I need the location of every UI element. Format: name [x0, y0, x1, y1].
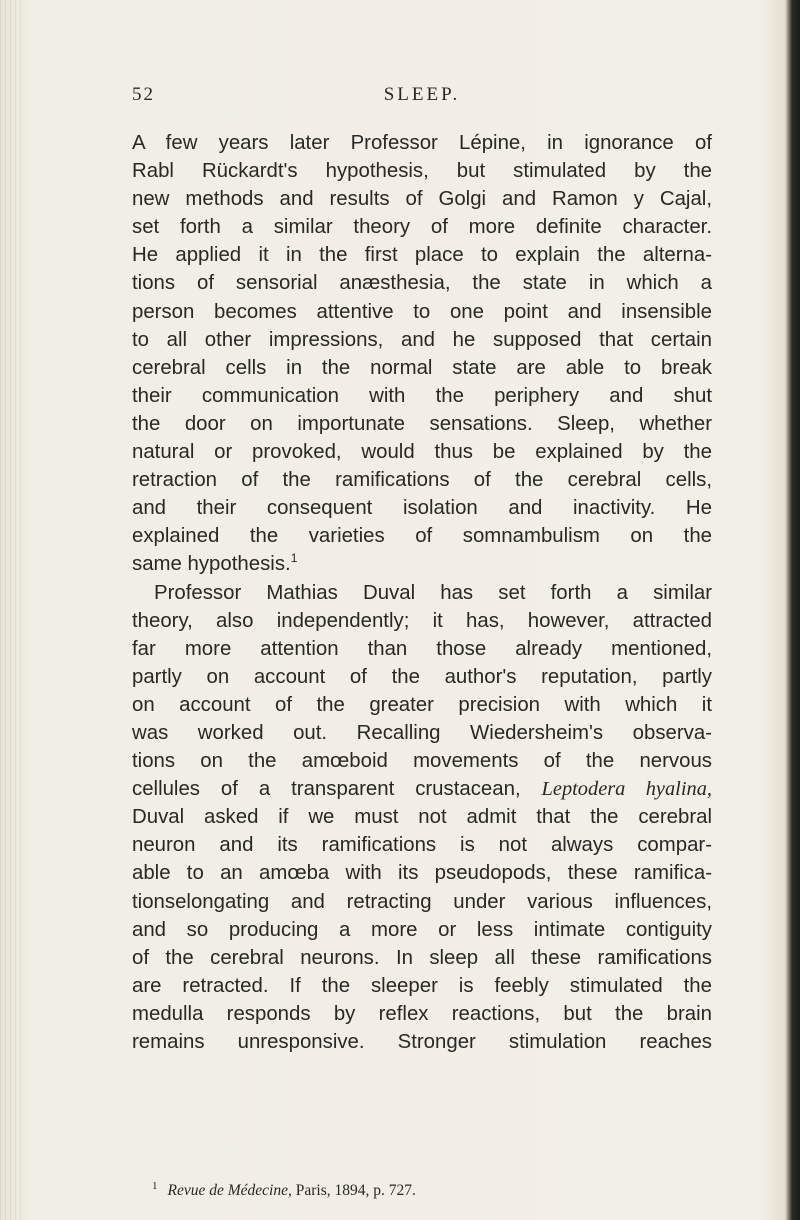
- text-line: neuron and its ramifications is not always compar-: [132, 834, 712, 857]
- footnote-reference: 1: [290, 551, 298, 566]
- text-line: partly on account of the author's reputation, partly: [132, 665, 712, 688]
- text-line: are retracted. If the sleeper is feebly stimulated the: [132, 974, 712, 997]
- text-line-content: cellules of a transparent crustacean,: [132, 778, 521, 801]
- text-line: Professor Mathias Duval has set forth a similar: [154, 581, 712, 604]
- body-text: [132, 129, 712, 1056]
- text-line: medulla responds by reflex reactions, but the brain: [132, 1002, 712, 1025]
- text-line: remains unresponsive. Stronger stimulation reaches: [132, 1031, 712, 1053]
- footnote-mark: 1: [152, 1180, 158, 1192]
- footnote-details: Paris, 1894, p. 727.: [295, 1182, 416, 1199]
- page-number: 52: [132, 84, 155, 105]
- text-line: and their consequent isolation and inactivity. He: [132, 497, 712, 520]
- text-line: and so producing a more or less intimate contiguity: [132, 918, 712, 941]
- text-line: of the cerebral neurons. In sleep all these ramifications: [132, 946, 712, 969]
- text-line: tions of sensorial anæsthesia, the state in which a: [132, 272, 712, 295]
- text-line: the door on importunate sensations. Sleep, whether: [132, 412, 712, 435]
- text-line: to all other impressions, and he supposed that certain: [132, 328, 712, 351]
- page-gutter: [0, 0, 22, 1220]
- text-line: He applied it in the first place to explain the alterna-: [132, 244, 712, 267]
- text-line: theory, also independently; it has, however, attracted: [132, 609, 712, 632]
- text-line: natural or provoked, would thus be explained by the: [132, 441, 712, 464]
- text-line: tions on the amœboid movements of the nervous: [132, 750, 712, 773]
- text-line-with-italic: [132, 775, 712, 803]
- text-line: was worked out. Recalling Wiedersheim's observa-: [132, 721, 712, 744]
- text-line: person becomes attentive to one point and insensible: [132, 300, 712, 323]
- text-line: their communication with the periphery and shut: [132, 384, 712, 407]
- text-line: tionselongating and retracting under various influences,: [132, 890, 712, 913]
- footnote-source-title: Revue de Médecine,: [167, 1182, 292, 1199]
- text-line: set forth a similar theory of more definite character.: [132, 216, 712, 239]
- text-line: A few years later Professor Lépine, in ignorance of: [132, 132, 712, 154]
- text-line-content: same hypothesis.: [132, 553, 291, 576]
- text-line: far more attention than those already mentioned,: [132, 637, 712, 660]
- text-line: new methods and results of Golgi and Ramon y Cajal,: [132, 188, 712, 211]
- text-line-last: [132, 550, 712, 578]
- text-line: Duval asked if we must not admit that the cerebral: [132, 806, 712, 829]
- text-line: explained the varieties of somnambulism on the: [132, 525, 712, 548]
- text-line: cerebral cells in the normal state are able to break: [132, 356, 712, 379]
- text-line: retraction of the ramifications of the cerebral cells,: [132, 469, 712, 492]
- text-line: Rabl Rückardt's hypothesis, but stimulated by the: [132, 160, 712, 183]
- footnote: [152, 1180, 712, 1200]
- text-line: able to an amœba with its pseudopods, these ramifica-: [132, 862, 712, 885]
- species-name: Leptodera hyalina,: [541, 778, 712, 801]
- text-line: on account of the greater precision with which it: [132, 693, 712, 716]
- running-header: [132, 84, 712, 110]
- running-title: SLEEP.: [383, 84, 461, 105]
